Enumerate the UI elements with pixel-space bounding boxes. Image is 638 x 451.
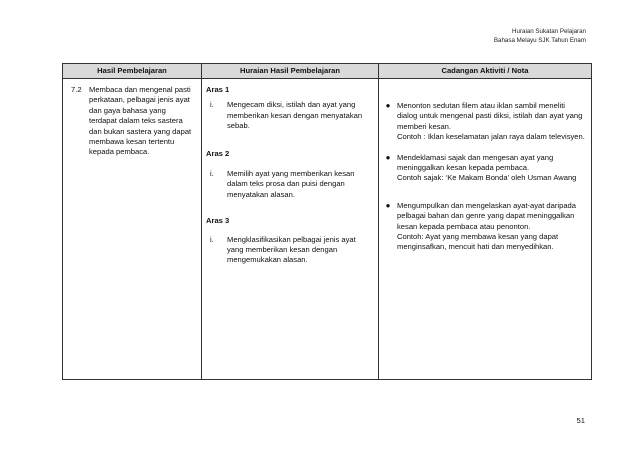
header-line-1: Huraian Sukatan Pelajaran <box>512 28 586 35</box>
activity-3-note: Contoh: Ayat yang membawa kesan yang dapat menginsafkan, mencuit hati dan menyedihkan. <box>397 232 559 252</box>
level-3-text: Mengklasifikasikan pelbagai jenis ayat yang memberikan kesan dengan mengemukakan alasan. <box>227 234 356 265</box>
curriculum-table <box>62 63 592 380</box>
level-3-label: Aras 3 <box>206 216 230 226</box>
header-line-2: Bahasa Melayu SJK Tahun Enam <box>493 37 586 44</box>
bullet-icon: ● <box>385 152 391 162</box>
level-2-label: Aras 2 <box>206 148 230 158</box>
level-1-label: Aras 1 <box>206 85 230 94</box>
table-row <box>63 79 592 380</box>
level-2-index: i. <box>210 169 214 179</box>
outcome-text: Membaca dan mengenal pasti perkataan, pelbagai jenis ayat dan gaya bahasa yang terdapat dalam teks sastera dan bukan sastera yang dapat membawa kesan tertentu kepada pembaca. <box>89 85 192 157</box>
column-header-outcome-description: Huraian Hasil Pembelajaran <box>202 64 379 79</box>
activity-2-text: Mendeklamasi sajak dan mengesan ayat yang meninggalkan kesan kepada pembaca. <box>397 152 554 173</box>
activity-1 <box>379 101 591 143</box>
bullet-icon: ● <box>385 101 391 110</box>
level-2-item <box>202 169 378 200</box>
activity-2 <box>379 153 591 184</box>
column-header-suggested-activities: Cadangan Aktiviti / Nota <box>379 64 592 79</box>
activity-1-note: Contoh : Iklan keselamatan jalan raya dalam televisyen. <box>397 132 585 142</box>
learning-outcome-cell <box>63 79 202 380</box>
activity-2-note: Contoh sajak: ‘Ke Makam Bonda’ oleh Usman Awang <box>397 173 577 183</box>
outcome-description-cell <box>202 79 379 380</box>
column-header-learning-outcome: Hasil Pembelajaran <box>63 64 202 79</box>
outcome-number: 7.2 <box>71 85 82 94</box>
bullet-icon: ● <box>385 200 391 210</box>
activity-3 <box>379 201 591 253</box>
level-3-index: i. <box>210 234 214 244</box>
activity-3-text: Mengumpulkan dan mengelaskan ayat-ayat daripada pelbagai bahan dan genre yang dapat meninggalkan kesan kepada pembaca atau penonton. <box>397 200 576 231</box>
level-2-text: Memilih ayat yang memberikan kesan dalam teks prosa dan puisi dengan menyatakan alasan. <box>227 169 355 199</box>
activity-1-text: Menonton sedutan filem atau iklan sambil meneliti dialog untuk mengenal pasti diksi, istilah dan ayat yang memberi kesan. <box>397 101 583 131</box>
level-3-item <box>202 235 378 266</box>
running-header <box>494 27 586 45</box>
level-1-index: i. <box>210 100 214 110</box>
suggested-activities-cell <box>379 79 592 380</box>
page-number: 51 <box>576 416 585 425</box>
table-header-row <box>63 64 592 79</box>
level-1-text: Mengecam diksi, istilah dan ayat yang memberikan kesan dengan menyatakan sebab. <box>227 100 363 131</box>
level-1-item <box>202 100 378 131</box>
